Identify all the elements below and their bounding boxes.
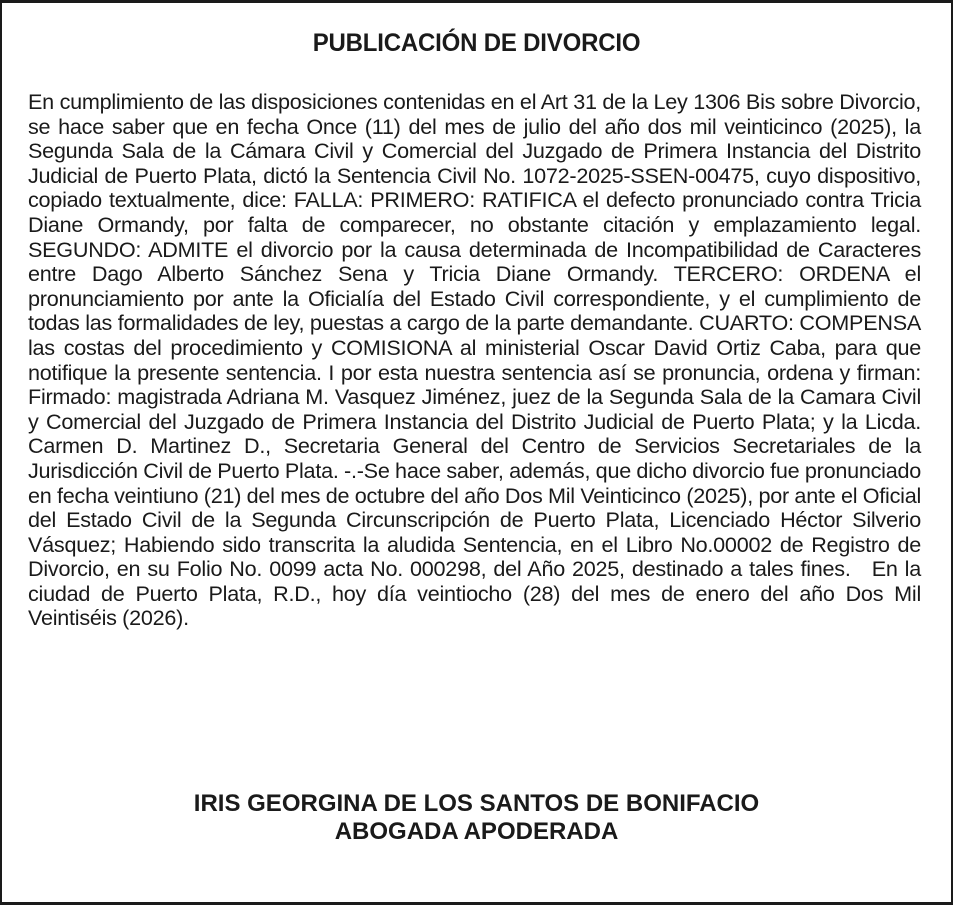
signatory-name: IRIS GEORGINA DE LOS SANTOS DE BONIFACIO (193, 790, 760, 817)
notice-body: En cumplimiento de las disposiciones contenidas en el Art 31 de la Ley 1306 Bis sobre Divorcio, se hace saber que en fecha Once (11) del mes de julio del año dos mil veinticinco (2025), la Segunda Sala de la Cámara Civil y Comercial del Juzgado de Primera Instancia del Distrito Judicial de Puerto Plata, dictó la Sentencia Civil No. 1072-2025-SSEN-00475, cuyo dispositivo, copiado textualmente, dice: FALLA: PRIMERO: RATIFICA el defecto pronunciado contra Tricia Diane Ormandy, por falta de comparecer, no obstante citación y emplazamiento legal. SEGUNDO: ADMITE el divorcio por la causa determinada de Incompatibilidad de Caracteres entre Dago Alberto Sánchez Sena y Tricia Diane Ormandy. TERCERO: ORDENA el pronunciamiento por ante la Oficialía del Estado Civil correspondiente, y el cumplimiento de todas las formalidades de ley, puestas a cargo de la parte demandante. CUARTO: COMPENSA las costas del procedimiento y COMISIONA al ministerial Oscar David Ortiz Caba, para que notifique la presente sentencia. I por esta nuestra sentencia así se pronuncia, ordena y firman: Firmado: magistrada Adriana M. Vasquez Jiménez, juez de la Segunda Sala de la Camara Civil y Comercial del Juzgado de Primera Instancia del Distrito Judicial de Puerto Plata; y la Licda. Carmen D. Martinez D., Secretaria General del Centro de Servicios Secretariales de la Jurisdicción Civil de Puerto Plata. -.-Se hace saber, además, que dicho divorcio fue pronunciado en fecha veintiuno (21) del mes de octubre del año Dos Mil Veinticinco (2025), por ante el Oficial del Estado Civil de la Segunda Circunscripción de Puerto Plata, Licenciado Héctor Silverio Vásquez; Habiendo sido transcrita la aludida Sentencia, en el Libro No.00002 de Registro de Divorcio, en su Folio No. 0099 acta No. 000298, del Año 2025, destinado a tales fines. En la ciudad de Puerto Plata, R.D., hoy día veintiocho (28) del mes de enero del año Dos Mil Veintiséis (2026). (28, 89, 927, 631)
notice-title: PUBLICACIÓN DE DIVORCIO (312, 29, 641, 57)
signature-block (2, 790, 951, 846)
signatory-role: ABOGADA APODERADA (334, 818, 619, 845)
